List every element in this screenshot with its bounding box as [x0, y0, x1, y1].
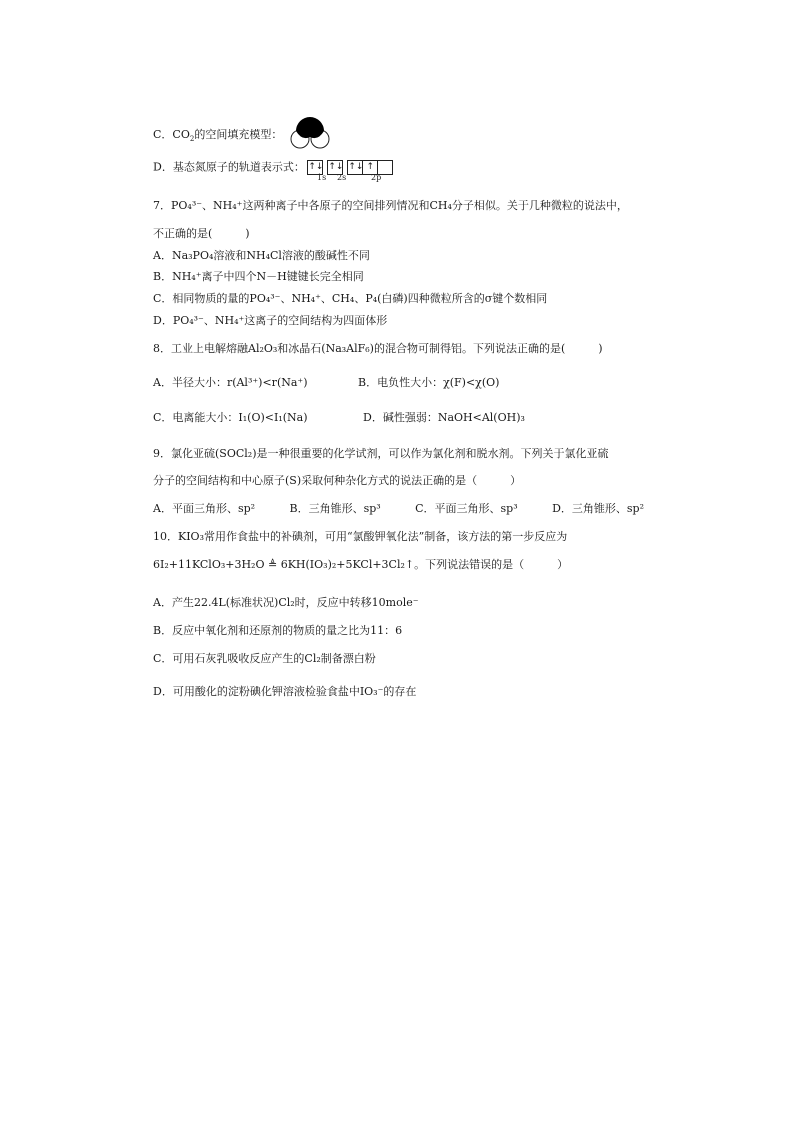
q10-option-d: D．可用酸化的淀粉碘化钾溶液检验食盐中IO₃⁻的存在: [153, 685, 417, 698]
q10-stem-line2: 6I₂+11KClO₃+3H₂O ≜ 6KH(IO₃)₂+5KCl+3Cl₂↑。下列说法错误的是（ ）: [153, 558, 569, 571]
q8-option-d: D．碱性强弱：NaOH<Al(OH)₃: [363, 411, 525, 424]
orbital-box: ↑↓: [327, 160, 343, 175]
q10-option-b: B．反应中氧化剂和还原剂的物质的量之比为11：6: [153, 624, 403, 637]
orbital-box: ↑: [362, 160, 378, 175]
label-2s: 2s: [337, 173, 347, 182]
q8-row-cd: [153, 411, 525, 425]
q8-option-b: B．电负性大小：χ(F)<χ(O): [358, 376, 500, 389]
q7-option-a: A．Na₃PO₄溶液和NH₄Cl溶液的酸碱性不同: [153, 249, 370, 262]
co2-suffix: 的空间填充模型：: [194, 128, 283, 141]
q7-option-b: B．NH₄⁺离子中四个N－H键键长完全相同: [153, 270, 364, 283]
q8-row-ab: [153, 376, 499, 390]
q8-stem: 8．工业上电解熔融Al₂O₃和冰晶石(Na₃AlF₆)的混合物可制得铝。下列说法正确的是( ): [153, 342, 603, 355]
label-2p: 2p: [371, 173, 382, 182]
q9-stem-line2: 分子的空间结构和中心原子(S)采取何种杂化方式的说法正确的是（ ）: [153, 474, 522, 487]
q7-stem-line1: 7．PO₄³⁻、NH₄⁺这两种离子中各原子的空间排列情况和CH₄分子相似。关于几种微粒的说法中，: [153, 199, 628, 212]
q9-option-b: B．三角锥形、sp³: [289, 502, 381, 515]
orbital-text: D．基态氮原子的轨道表示式：: [153, 160, 305, 174]
q10-option-a: A．产生22.4L(标准状况)Cl₂时，反应中转移10mole⁻: [153, 596, 419, 609]
co2-prefix: C．CO: [153, 128, 190, 141]
option-d-orbital: [153, 160, 398, 175]
q9-stem-line1: 9．氯化亚硫(SOCl₂)是一种很重要的化学试剂，可以作为氯化剂和脱水剂。下列关于氯化亚硫: [153, 447, 609, 460]
q9-option-c: C．平面三角形、sp³: [415, 502, 518, 515]
option-c-co2: [153, 128, 282, 146]
q8-option-a: A．半径大小：r(Al³⁺)<r(Na⁺): [153, 376, 308, 389]
q7-option-c: C．相同物质的量的PO₄³⁻、NH₄⁺、CH₄、P₄(白磷)四种微粒所含的σ键个数相同: [153, 292, 548, 305]
q7-stem-line2: 不正确的是( ): [153, 227, 250, 240]
co2-sub: 2: [189, 135, 195, 144]
label-1s: 1s: [317, 173, 327, 182]
co2-space-filling-model-icon: [288, 117, 332, 151]
q7-option-d: D．PO₄³⁻、NH₄⁺这离子的空间结构为四面体形: [153, 314, 388, 327]
q10-stem-line1: 10．KIO₃常用作食盐中的补碘剂，可用“氯酸钾氧化法”制备，该方法的第一步反应为: [153, 530, 568, 543]
orbital-box: ↑↓: [347, 160, 363, 175]
q8-option-c: C．电离能大小：I₁(O)<I₁(Na): [153, 411, 308, 424]
q9-option-d: D．三角锥形、sp²: [552, 502, 644, 515]
q9-options-row: [153, 502, 644, 516]
q10-option-c: C．可用石灰乳吸收反应产生的Cl₂制备漂白粉: [153, 652, 376, 665]
orbital-box: ↑↓: [307, 160, 323, 175]
q9-option-a: A．平面三角形、sp²: [153, 502, 256, 515]
